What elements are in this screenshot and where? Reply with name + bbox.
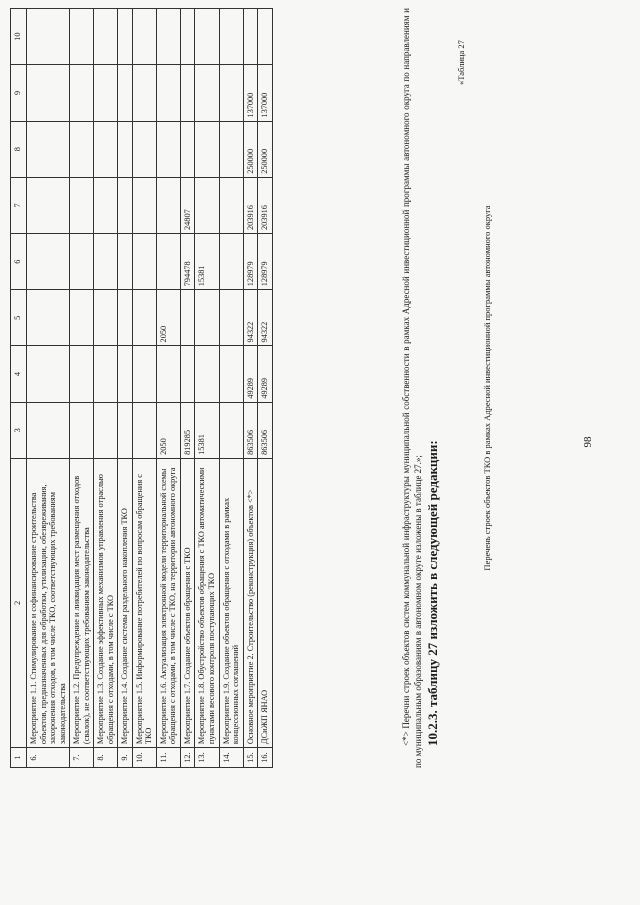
value-cell — [27, 402, 70, 458]
row-number: 9. — [118, 748, 133, 768]
value-cell — [195, 121, 219, 177]
value-cell: 15381 — [195, 402, 219, 458]
value-cell — [27, 290, 70, 346]
row-description: Мероприятие 1.6. Актуализация электронной модели территориальной схемы обращения с отходами, в том числе с ТКО, на территории автономного округа — [156, 458, 180, 747]
value-cell — [156, 234, 180, 290]
value-cell — [94, 290, 118, 346]
page-number: 98 — [582, 436, 594, 448]
value-cell: 128979 — [243, 234, 258, 290]
value-cell — [70, 402, 94, 458]
value-cell: 2050 — [156, 402, 180, 458]
value-cell — [132, 234, 156, 290]
row-number: 7. — [70, 748, 94, 768]
value-cell — [70, 65, 94, 121]
value-cell — [118, 234, 133, 290]
value-cell — [94, 9, 118, 65]
value-cell — [195, 290, 219, 346]
value-cell: 49289 — [243, 346, 258, 402]
row-number: 6. — [27, 748, 70, 768]
table-row — [132, 9, 156, 768]
value-cell — [180, 65, 195, 121]
table-label: «Таблица 27 — [456, 40, 466, 85]
value-cell — [27, 9, 70, 65]
table-row — [180, 9, 195, 768]
value-cell — [219, 121, 243, 177]
notes-section — [400, 8, 442, 768]
value-cell — [70, 177, 94, 233]
value-cell — [132, 121, 156, 177]
value-cell — [70, 234, 94, 290]
value-cell — [180, 290, 195, 346]
budget-table-container — [10, 8, 273, 768]
value-cell — [132, 346, 156, 402]
row-description: Мероприятие 1.7. Создание объектов обращения с ТКО — [180, 458, 195, 747]
value-cell — [156, 65, 180, 121]
value-cell — [118, 290, 133, 346]
value-cell: 128979 — [258, 234, 273, 290]
value-cell — [156, 346, 180, 402]
value-cell — [180, 9, 195, 65]
table-row — [118, 9, 133, 768]
value-cell — [70, 121, 94, 177]
value-cell — [70, 346, 94, 402]
row-number: 16. — [258, 748, 273, 768]
value-cell — [243, 9, 258, 65]
value-cell: 137000 — [243, 65, 258, 121]
value-cell — [219, 290, 243, 346]
table-row — [94, 9, 118, 768]
value-cell: 794478 — [180, 234, 195, 290]
value-cell: 137000 — [258, 65, 273, 121]
value-cell: 863506 — [243, 402, 258, 458]
header-cell: 6 — [11, 234, 27, 290]
row-description: Мероприятие 1.5. Информирование потребителей по вопросам обращения с ТКО — [132, 458, 156, 747]
header-cell: 10 — [11, 9, 27, 65]
value-cell — [195, 9, 219, 65]
value-cell — [258, 9, 273, 65]
value-cell — [156, 177, 180, 233]
table-row — [219, 9, 243, 768]
header-cell: 2 — [11, 458, 27, 747]
table-caption: Перечень строек объектов ТКО в рамках Адресной инвестиционной программы автономного округа — [482, 205, 492, 571]
value-cell — [94, 234, 118, 290]
value-cell — [118, 402, 133, 458]
value-cell — [94, 346, 118, 402]
row-number: 14. — [219, 748, 243, 768]
row-description: Мероприятие 1.4. Создание системы раздельного накопления ТКО — [118, 458, 133, 747]
value-cell — [94, 121, 118, 177]
value-cell — [94, 177, 118, 233]
value-cell — [118, 121, 133, 177]
value-cell: 863506 — [258, 402, 273, 458]
header-cell: 4 — [11, 346, 27, 402]
value-cell — [94, 65, 118, 121]
value-cell — [118, 65, 133, 121]
row-description: Мероприятие 1.1. Стимулирование и софинансирование строительства объектов, предназначенных для обработки, утилизации, обезвреживания, захоронения отходов, в том числе ТКО, соответствующих требованиям законодательства — [27, 458, 70, 747]
value-cell — [219, 346, 243, 402]
value-cell — [180, 121, 195, 177]
value-cell — [195, 65, 219, 121]
budget-table — [10, 8, 273, 768]
value-cell — [27, 177, 70, 233]
table-row — [195, 9, 219, 768]
row-description: Мероприятие 1.3. Создание эффективных механизмов управления отраслью обращения с отходами, в том числе с ТКО — [94, 458, 118, 747]
row-number: 12. — [180, 748, 195, 768]
table-row — [156, 9, 180, 768]
header-cell: 3 — [11, 402, 27, 458]
value-cell — [156, 121, 180, 177]
value-cell — [118, 346, 133, 402]
value-cell: 203916 — [243, 177, 258, 233]
value-cell: 2050 — [156, 290, 180, 346]
row-description: Мероприятие 1.9. Создание объектов обращения с отходами в рамках концессионных соглашений — [219, 458, 243, 747]
value-cell — [219, 402, 243, 458]
value-cell — [132, 9, 156, 65]
row-number: 8. — [94, 748, 118, 768]
value-cell: 15381 — [195, 234, 219, 290]
row-number: 15. — [243, 748, 258, 768]
value-cell: 94322 — [258, 290, 273, 346]
value-cell — [118, 177, 133, 233]
table-body — [27, 9, 273, 768]
value-cell: 250000 — [243, 121, 258, 177]
value-cell — [219, 177, 243, 233]
value-cell — [132, 290, 156, 346]
value-cell: 24807 — [180, 177, 195, 233]
value-cell — [195, 346, 219, 402]
value-cell — [27, 121, 70, 177]
row-description: Мероприятие 1.2. Предупреждение и ликвидация мест размещения отходов (свалок), не соответствующих требованиям законодательства — [70, 458, 94, 747]
table-row — [258, 9, 273, 768]
value-cell: 203916 — [258, 177, 273, 233]
value-cell — [118, 9, 133, 65]
header-cell: 9 — [11, 65, 27, 121]
value-cell — [156, 9, 180, 65]
table-row — [70, 9, 94, 768]
amendment-heading: 10.2.3. таблицу 27 изложить в следующей редакции: — [425, 440, 441, 746]
value-cell — [180, 346, 195, 402]
row-description: Основное мероприятие 2. Строительство (реконструкция) объектов <*> — [243, 458, 258, 747]
value-cell — [27, 346, 70, 402]
row-number: 13. — [195, 748, 219, 768]
table-row — [27, 9, 70, 768]
value-cell: 49289 — [258, 346, 273, 402]
value-cell: 94322 — [243, 290, 258, 346]
table-header-row — [11, 9, 27, 768]
value-cell — [70, 290, 94, 346]
value-cell — [219, 234, 243, 290]
value-cell — [195, 177, 219, 233]
header-cell: 5 — [11, 290, 27, 346]
value-cell — [27, 65, 70, 121]
header-cell: 1 — [11, 748, 27, 768]
row-description: Мероприятие 1.8. Обустройство объектов обращения с ТКО автоматическими пунктами весового контроля поступающих ТКО — [195, 458, 219, 747]
footnote-text: <*> Перечни строек объектов систем коммунальной инфраструктуры муниципальной собственности в рамках Адресной инвестиционной программы автономного округа по направлениям и по муниципальным образованиям в автономном округе изложены в таблице 27.»; — [401, 8, 424, 768]
row-number: 10. — [132, 748, 156, 768]
value-cell — [27, 234, 70, 290]
value-cell — [219, 9, 243, 65]
value-cell: 819285 — [180, 402, 195, 458]
table-row — [243, 9, 258, 768]
value-cell — [94, 402, 118, 458]
row-number: 11. — [156, 748, 180, 768]
value-cell — [132, 177, 156, 233]
header-cell: 7 — [11, 177, 27, 233]
value-cell: 250000 — [258, 121, 273, 177]
value-cell — [132, 65, 156, 121]
value-cell — [70, 9, 94, 65]
value-cell — [219, 65, 243, 121]
value-cell — [132, 402, 156, 458]
row-description: ДСиЖП ЯНАО — [258, 458, 273, 747]
header-cell: 8 — [11, 121, 27, 177]
